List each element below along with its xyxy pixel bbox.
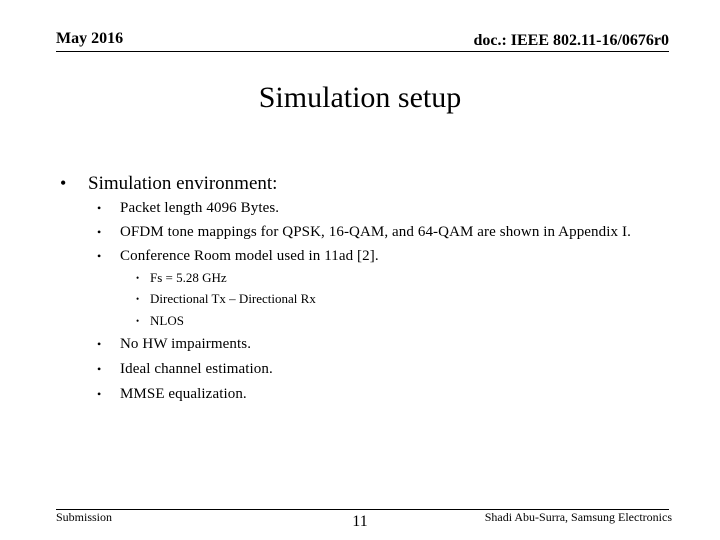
bullet-icon: • bbox=[97, 249, 102, 263]
page-number: 11 bbox=[352, 513, 368, 530]
header-date: May 2016 bbox=[56, 30, 124, 47]
bullet-icon: • bbox=[97, 387, 102, 401]
sub-list-item-text: Directional Tx – Directional Rx bbox=[150, 291, 316, 306]
header-divider bbox=[56, 51, 669, 52]
bullet-icon: • bbox=[60, 173, 67, 193]
bullet-icon: • bbox=[97, 225, 102, 239]
main-bullet-text: Simulation environment: bbox=[88, 173, 278, 194]
list-item-text: OFDM tone mappings for QPSK, 16-QAM, and 64-QAM are shown in Appendix I. bbox=[120, 224, 631, 240]
slide-title: Simulation setup bbox=[258, 81, 462, 114]
footer-author: Shadi Abu-Surra, Samsung Electronics bbox=[484, 510, 672, 524]
footer-submission: Submission bbox=[56, 510, 113, 524]
list-item-text: Ideal channel estimation. bbox=[120, 361, 273, 377]
bullet-icon: • bbox=[97, 362, 102, 376]
bullet-icon: • bbox=[136, 316, 140, 326]
list-item-text: Conference Room model used in 11ad [2]. bbox=[120, 248, 379, 264]
list-item-text: MMSE equalization. bbox=[120, 386, 247, 402]
list-item-text: No HW impairments. bbox=[120, 336, 252, 352]
bullet-icon: • bbox=[136, 273, 140, 283]
header-doc-id: doc.: IEEE 802.11-16/0676r0 bbox=[473, 32, 669, 49]
sub-list-item-text: Fs = 5.28 GHz bbox=[150, 270, 227, 285]
bullet-icon: • bbox=[136, 294, 140, 304]
list-item-text: Packet length 4096 Bytes. bbox=[120, 200, 280, 216]
sub-list-item-text: NLOS bbox=[150, 313, 184, 328]
bullet-icon: • bbox=[97, 337, 102, 351]
bullet-icon: • bbox=[97, 201, 102, 215]
